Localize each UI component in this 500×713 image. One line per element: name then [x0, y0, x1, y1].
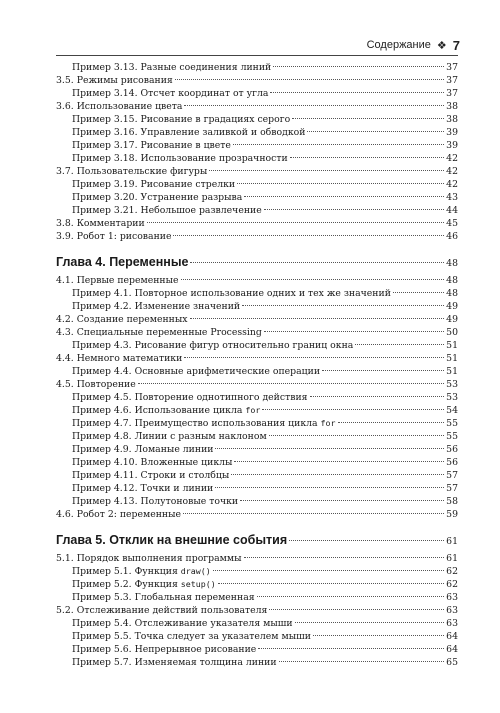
toc-leader-dots: [307, 131, 444, 132]
toc-leader-dots: [181, 279, 445, 280]
toc-entry-label: Пример 5.3. Глобальная переменная: [72, 592, 255, 603]
toc-page-number: 63: [446, 592, 458, 603]
toc-chapter: [56, 253, 458, 271]
toc-leader-dots: [257, 596, 445, 597]
toc-example: [56, 617, 458, 630]
toc-page-number: 54: [446, 405, 458, 416]
toc-page-number: 42: [446, 179, 458, 190]
toc-page-number: 61: [446, 553, 458, 564]
toc-page-number: 48: [446, 258, 458, 269]
toc-page-number: 37: [446, 75, 458, 86]
toc-entry-label: Пример 4.11. Строки и столбцы: [72, 470, 230, 481]
toc-entry-label: Пример 5.1. Функция draw(): [72, 566, 211, 577]
toc-section: [56, 313, 458, 326]
toc-page-number: 62: [446, 566, 458, 577]
toc-page-number: 42: [446, 153, 458, 164]
toc-entry-label: 5.1. Порядок выполнения программы: [56, 553, 242, 564]
toc-leader-dots: [393, 292, 444, 293]
toc-example: [56, 656, 458, 669]
toc-leader-dots: [322, 370, 444, 371]
toc-section: [56, 100, 458, 113]
toc-page-number: 37: [446, 88, 458, 99]
toc-entry-label: Пример 3.19. Рисование стрелки: [72, 179, 236, 190]
toc-leader-dots: [338, 422, 445, 423]
toc-leader-dots: [244, 557, 445, 558]
toc-page-number: 65: [446, 657, 458, 668]
toc-page-number: 64: [446, 631, 458, 642]
toc-entry-label: Пример 4.6. Использование цикла for: [72, 405, 261, 416]
toc-leader-dots: [183, 513, 444, 514]
toc-example: [56, 139, 458, 152]
toc-page-number: 61: [446, 536, 458, 547]
toc-leader-dots: [355, 344, 444, 345]
toc-leader-dots: [218, 583, 444, 584]
toc-example: [56, 591, 458, 604]
toc-entry-label: Пример 4.10. Вложенные циклы: [72, 457, 233, 468]
toc-leader-dots: [184, 105, 444, 106]
toc-page-number: 63: [446, 618, 458, 629]
toc-entry-label: Глава 4. Переменные: [56, 255, 189, 269]
toc-entry-label: Пример 4.2. Изменение значений: [72, 301, 241, 312]
toc-leader-dots: [237, 183, 444, 184]
toc-example: [56, 339, 458, 352]
toc-leader-dots: [215, 487, 444, 488]
toc-section: [56, 352, 458, 365]
toc-page-number: 42: [446, 166, 458, 177]
toc-example: [56, 456, 458, 469]
toc-entry-label: Пример 4.7. Преимущество использования цикла for: [72, 418, 336, 429]
toc-leader-dots: [190, 318, 445, 319]
toc-entry-label: 4.4. Немного математики: [56, 353, 183, 364]
toc-leader-dots: [269, 435, 444, 436]
toc-entry-label: Пример 4.1. Повторное использование одних и тех же значений: [72, 288, 391, 299]
toc-section: [56, 217, 458, 230]
toc-page-number: 53: [446, 379, 458, 390]
toc-example: [56, 191, 458, 204]
toc-leader-dots: [295, 622, 445, 623]
toc-entry-label: Пример 3.13. Разные соединения линий: [72, 62, 272, 73]
toc-entry-label: Пример 3.20. Устранение разрыва: [72, 192, 243, 203]
toc-entry-label: 3.8. Комментарии: [56, 218, 145, 229]
toc-leader-dots: [209, 170, 444, 171]
toc-page-number: 45: [446, 218, 458, 229]
toc-example: [56, 391, 458, 404]
toc-leader-dots: [292, 118, 444, 119]
toc-page-number: 51: [446, 353, 458, 364]
toc-example: [56, 61, 458, 74]
toc-leader-dots: [231, 474, 444, 475]
toc-page-number: 37: [446, 62, 458, 73]
toc-example: [56, 365, 458, 378]
toc-section: [56, 326, 458, 339]
toc-example: [56, 630, 458, 643]
toc-page-number: 44: [446, 205, 458, 216]
toc-leader-dots: [258, 648, 444, 649]
running-header: [367, 36, 460, 54]
toc-section: [56, 165, 458, 178]
toc-entry-label: Пример 4.12. Точки и линии: [72, 483, 214, 494]
toc-entry-label: Пример 4.3. Рисование фигур относительно границ окна: [72, 340, 354, 351]
table-of-contents: [56, 61, 458, 669]
toc-entry-label: 3.9. Робот 1: рисование: [56, 231, 172, 242]
toc-page-number: 56: [446, 444, 458, 455]
toc-page-number: 48: [446, 275, 458, 286]
toc-entry-label: 3.5. Режимы рисования: [56, 75, 173, 86]
toc-entry-label: 5.2. Отслеживание действий пользователя: [56, 605, 268, 616]
toc-entry-label: 3.7. Пользовательские фигуры: [56, 166, 208, 177]
toc-page-number: 50: [446, 327, 458, 338]
toc-page-number: 64: [446, 644, 458, 655]
toc-entry-label: Пример 5.5. Точка следует за указателем мыши: [72, 631, 311, 642]
toc-leader-dots: [175, 79, 444, 80]
toc-entry-label: Пример 3.16. Управление заливкой и обводкой: [72, 127, 306, 138]
toc-example: [56, 643, 458, 656]
toc-example: [56, 430, 458, 443]
toc-page-number: 38: [446, 101, 458, 112]
toc-example: [56, 87, 458, 100]
header-page-number: 7: [452, 37, 460, 53]
toc-entry-label: Пример 3.14. Отсчет координат от угла: [72, 88, 269, 99]
toc-entry-label: 4.2. Создание переменных: [56, 314, 188, 325]
toc-leader-dots: [289, 540, 444, 541]
toc-leader-dots: [262, 409, 444, 410]
toc-code-keyword: setup(): [180, 579, 216, 589]
toc-page-number: 39: [446, 127, 458, 138]
toc-page-number: 51: [446, 366, 458, 377]
toc-entry-label: Пример 4.4. Основные арифметические операции: [72, 366, 321, 377]
toc-page-number: 49: [446, 301, 458, 312]
toc-leader-dots: [270, 92, 444, 93]
toc-leader-dots: [244, 196, 444, 197]
toc-example: [56, 300, 458, 313]
toc-entry-label: Пример 4.13. Полутоновые точки: [72, 496, 239, 507]
header-rule: [56, 55, 458, 56]
toc-section: [56, 508, 458, 521]
toc-page-number: 46: [446, 231, 458, 242]
toc-example: [56, 404, 458, 417]
toc-leader-dots: [310, 396, 445, 397]
toc-entry-label: Пример 5.2. Функция setup(): [72, 579, 216, 590]
toc-section: [56, 230, 458, 243]
toc-code-keyword: for: [245, 405, 261, 415]
toc-leader-dots: [234, 461, 444, 462]
toc-leader-dots: [273, 66, 444, 67]
toc-example: [56, 178, 458, 191]
toc-leader-dots: [279, 661, 445, 662]
toc-leader-dots: [313, 635, 444, 636]
toc-page-number: 39: [446, 140, 458, 151]
toc-leader-dots: [264, 331, 444, 332]
toc-leader-dots: [215, 448, 444, 449]
toc-entry-label: 4.5. Повторение: [56, 379, 136, 390]
toc-leader-dots: [242, 305, 444, 306]
toc-leader-dots: [213, 570, 444, 571]
toc-page-number: 48: [446, 288, 458, 299]
toc-example: [56, 443, 458, 456]
toc-page-number: 63: [446, 605, 458, 616]
toc-entry-label: Пример 3.21. Небольшое развлечение: [72, 205, 262, 216]
toc-entry-label: 4.1. Первые переменные: [56, 275, 179, 286]
toc-example: [56, 113, 458, 126]
toc-page-number: 56: [446, 457, 458, 468]
toc-example: [56, 482, 458, 495]
toc-page-number: 38: [446, 114, 458, 125]
header-title: Содержание: [366, 39, 431, 51]
toc-section: [56, 274, 458, 287]
toc-entry-label: Пример 3.15. Рисование в градациях серого: [72, 114, 291, 125]
toc-section: [56, 378, 458, 391]
toc-entry-label: Пример 3.17. Рисование в цвете: [72, 140, 231, 151]
toc-section: [56, 74, 458, 87]
toc-entry-label: 4.6. Робот 2: переменные: [56, 509, 182, 520]
toc-entry-label: Пример 4.5. Повторение однотипного действия: [72, 392, 308, 403]
toc-entry-label: Пример 4.8. Линии с разным наклоном: [72, 431, 267, 442]
toc-page-number: 55: [446, 431, 458, 442]
header-ornament-icon: ❖: [436, 39, 447, 52]
toc-section: [56, 604, 458, 617]
toc-page-number: 62: [446, 579, 458, 590]
toc-entry-label: Пример 4.9. Ломаные линии: [72, 444, 214, 455]
toc-example: [56, 204, 458, 217]
toc-entry-label: Пример 3.18. Использование прозрачности: [72, 153, 288, 164]
toc-page-number: 53: [446, 392, 458, 403]
toc-page-number: 49: [446, 314, 458, 325]
toc-example: [56, 565, 458, 578]
toc-example: [56, 578, 458, 591]
toc-section: [56, 552, 458, 565]
toc-example: [56, 469, 458, 482]
toc-leader-dots: [290, 157, 444, 158]
toc-entry-label: 4.3. Специальные переменные Processing: [56, 327, 262, 338]
toc-leader-dots: [240, 500, 444, 501]
toc-code-keyword: draw(): [180, 566, 211, 576]
toc-entry-label: Пример 5.6. Непрерывное рисование: [72, 644, 257, 655]
toc-entry-label: 3.6. Использование цвета: [56, 101, 183, 112]
toc-leader-dots: [147, 222, 444, 223]
toc-leader-dots: [264, 209, 444, 210]
toc-code-keyword: for: [320, 418, 336, 428]
toc-leader-dots: [190, 262, 444, 263]
toc-example: [56, 287, 458, 300]
toc-example: [56, 152, 458, 165]
toc-leader-dots: [233, 144, 444, 145]
toc-entry-label: Пример 5.4. Отслеживание указателя мыши: [72, 618, 293, 629]
toc-leader-dots: [173, 235, 444, 236]
toc-entry-label: Пример 5.7. Изменяемая толщина линии: [72, 657, 277, 668]
toc-leader-dots: [184, 357, 444, 358]
toc-page-number: 59: [446, 509, 458, 520]
toc-page-number: 57: [446, 483, 458, 494]
toc-entry-label: Глава 5. Отклик на внешние события: [56, 533, 288, 547]
toc-leader-dots: [138, 383, 444, 384]
toc-page-number: 58: [446, 496, 458, 507]
toc-example: [56, 417, 458, 430]
toc-leader-dots: [269, 609, 444, 610]
toc-page-number: 43: [446, 192, 458, 203]
toc-example: [56, 495, 458, 508]
toc-page-number: 55: [446, 418, 458, 429]
toc-example: [56, 126, 458, 139]
toc-chapter: [56, 531, 458, 549]
toc-page-number: 51: [446, 340, 458, 351]
toc-page-number: 57: [446, 470, 458, 481]
